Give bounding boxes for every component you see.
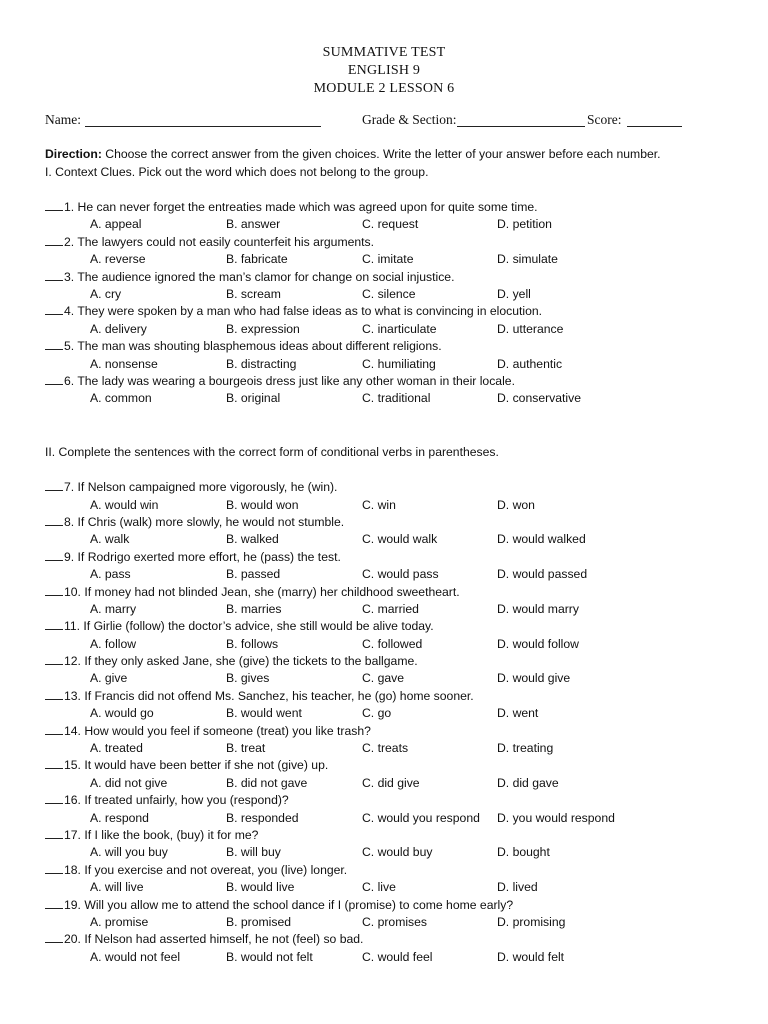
choice-c: C. traditional [362, 391, 431, 406]
choice-c: C. inarticulate [362, 321, 437, 336]
question-text: 10. If money had not blinded Jean, she (marry) her childhood sweetheart. [64, 584, 460, 599]
question-text: 2. The lawyers could not easily counterfeit his arguments. [64, 234, 375, 249]
choice-d: D. treating [497, 741, 554, 756]
choice-c: C. imitate [362, 252, 414, 267]
choice-a: A. common [90, 391, 152, 406]
question-text: 1. He can never forget the entreaties made which was agreed upon for quite some time. [64, 200, 538, 214]
choice-a: A. will live [90, 880, 144, 895]
answer-blank[interactable] [45, 338, 63, 350]
choices-row [45, 844, 735, 861]
question-text: 15. It would have been better if she not (give) up. [64, 758, 329, 773]
choice-a: A. respond [90, 810, 149, 825]
answer-blank[interactable] [45, 792, 63, 804]
name-field-line[interactable] [85, 112, 321, 127]
choice-a: A. would win [90, 497, 159, 512]
question-text: 9. If Rodrigo exerted more effort, he (pass) the test. [64, 549, 341, 564]
part1-questions [45, 199, 735, 408]
choices-row [45, 251, 735, 268]
answer-blank[interactable] [45, 688, 63, 700]
choice-d: D. would follow [497, 636, 579, 651]
choices-row [45, 390, 735, 407]
choice-b: B. would went [226, 706, 302, 721]
question-text: 19. Will you allow me to attend the school dance if I (promise) to come home early? [64, 897, 514, 912]
choice-a: A. appeal [90, 217, 142, 232]
answer-blank[interactable] [45, 584, 63, 596]
choice-c: C. would pass [362, 567, 439, 582]
choice-d: D. would passed [497, 567, 588, 582]
choices-row [45, 286, 735, 303]
question-item [45, 269, 735, 286]
answer-blank[interactable] [45, 373, 63, 385]
question-text: 11. If Girlie (follow) the doctor’s advice, she still would be alive today. [64, 619, 434, 634]
question-item [45, 688, 735, 705]
grade-section-label: Grade & Section: [362, 112, 457, 127]
choice-d: D. lived [497, 880, 538, 895]
choices-row [45, 914, 735, 931]
choices-row [45, 216, 735, 233]
choice-c: C. live [362, 880, 396, 895]
test-header [0, 44, 768, 98]
question-item [45, 479, 735, 496]
module-title: MODULE 2 LESSON 6 [313, 81, 455, 96]
choice-b: B. would not felt [226, 949, 313, 964]
choice-d: D. won [497, 497, 535, 512]
choice-b: B. answer [226, 217, 281, 232]
choices-row [45, 601, 735, 618]
choice-a: A. pass [90, 567, 131, 582]
choices-row [45, 531, 735, 548]
choice-a: A. will you buy [90, 845, 168, 860]
choice-d: D. promising [497, 914, 566, 929]
choice-c: C. treats [362, 741, 409, 756]
choices-row [45, 775, 735, 792]
question-item [45, 618, 735, 635]
choices-row [45, 705, 735, 722]
choice-d: D. you would respond [497, 810, 615, 825]
choice-d: D. bought [497, 845, 550, 860]
choice-d: D. would marry [497, 601, 579, 616]
choice-a: A. promise [90, 914, 149, 929]
choice-a: A. would go [90, 706, 154, 721]
question-item [45, 373, 735, 390]
question-item [45, 653, 735, 670]
answer-blank[interactable] [45, 303, 63, 315]
choice-b: B. marries [226, 601, 282, 616]
choice-c: C. go [362, 706, 392, 721]
question-item [45, 792, 735, 809]
choices-row [45, 636, 735, 653]
choice-b: B. did not gave [226, 775, 308, 790]
answer-blank[interactable] [45, 862, 63, 874]
choice-b: B. follows [226, 636, 279, 651]
choice-a: A. walk [90, 532, 130, 547]
choices-row [45, 810, 735, 827]
question-item [45, 303, 735, 320]
question-text: 14. How would you feel if someone (treat) you like trash? [64, 723, 371, 738]
question-text: 8. If Chris (walk) more slowly, he would not stumble. [64, 514, 345, 529]
answer-blank[interactable] [45, 757, 63, 769]
choice-c: C. would you respond [362, 810, 480, 825]
choice-c: C. gave [362, 671, 405, 686]
choice-c: C. win [362, 497, 396, 512]
answer-blank[interactable] [45, 199, 63, 211]
answer-blank[interactable] [45, 897, 63, 909]
choice-d: D. did gave [497, 775, 559, 790]
choice-a: A. treated [90, 741, 143, 756]
test-title: SUMMATIVE TEST [322, 45, 446, 60]
question-item [45, 199, 735, 216]
choice-b: B. gives [226, 671, 270, 686]
question-text: 17. If I like the book, (buy) it for me? [64, 828, 259, 842]
choice-b: B. will buy [226, 845, 281, 860]
question-item [45, 897, 735, 914]
choice-d: D. went [497, 706, 539, 721]
question-item [45, 338, 735, 355]
choice-a: A. cry [90, 286, 122, 301]
question-item [45, 931, 735, 948]
question-text: 6. The lady was wearing a bourgeois dress just like any other woman in their locale. [64, 373, 515, 388]
answer-blank[interactable] [45, 234, 63, 246]
question-item [45, 549, 735, 566]
answer-blank[interactable] [45, 931, 63, 943]
choice-c: C. would walk [362, 532, 438, 547]
choices-row [45, 356, 735, 373]
question-text: 5. The man was shouting blasphemous ideas about different religions. [64, 339, 442, 354]
choice-a: A. give [90, 671, 128, 686]
choice-d: D. would felt [497, 949, 565, 964]
question-item [45, 862, 735, 879]
choices-row [45, 879, 735, 896]
choice-a: A. marry [90, 601, 137, 616]
answer-blank[interactable] [45, 549, 63, 561]
choice-b: B. scream [226, 286, 281, 301]
choice-d: D. utterance [497, 321, 564, 336]
choice-b: B. would live [226, 880, 295, 895]
question-text: 13. If Francis did not offend Ms. Sanchez, his teacher, he (go) home sooner. [64, 688, 474, 703]
choice-c: C. silence [362, 286, 416, 301]
part1-title: I. Context Clues. Pick out the word which does not belong to the group. [45, 164, 429, 179]
choice-c: C. promises [362, 914, 428, 929]
question-text: 7. If Nelson campaigned more vigorously, he (win). [64, 480, 338, 495]
name-label: Name: [45, 112, 81, 127]
question-item [45, 757, 735, 774]
direction-text: Choose the correct answer from the given choices. Write the letter of your answer before each number. [101, 147, 661, 161]
question-item [45, 723, 735, 740]
question-item [45, 234, 735, 251]
question-item [45, 584, 735, 601]
score-field-line[interactable] [627, 112, 682, 127]
grade-section-field-line[interactable] [457, 112, 585, 127]
choice-b: B. fabricate [226, 252, 288, 267]
choice-d: D. would walked [497, 532, 586, 547]
choice-b: B. passed [226, 567, 281, 582]
choice-a: A. nonsense [90, 356, 158, 371]
answer-blank[interactable] [45, 618, 63, 630]
choice-b: B. would won [226, 497, 299, 512]
question-item [45, 827, 735, 844]
choice-b: B. responded [226, 810, 299, 825]
direction-line [45, 146, 735, 164]
question-text: 18. If you exercise and not overeat, you (live) longer. [64, 862, 348, 877]
choice-b: B. expression [226, 321, 300, 336]
question-text: 20. If Nelson had asserted himself, he not (feel) so bad. [64, 932, 364, 947]
question-text: 16. If treated unfairly, how you (respond)? [64, 793, 289, 808]
score-label: Score: [587, 112, 622, 127]
answer-blank[interactable] [45, 653, 63, 665]
answer-blank[interactable] [45, 269, 63, 281]
choice-a: A. reverse [90, 252, 146, 267]
part2-title: II. Complete the sentences with the correct form of conditional verbs in parentheses. [45, 444, 499, 459]
choice-b: B. original [226, 391, 281, 406]
question-item [45, 514, 735, 531]
choice-c: C. would buy [362, 845, 433, 860]
choice-d: D. conservative [497, 391, 581, 406]
choice-b: B. promised [226, 914, 292, 929]
choices-row [45, 949, 735, 966]
direction-label: Direction: [45, 147, 102, 161]
choice-d: D. authentic [497, 356, 563, 371]
choices-row [45, 566, 735, 583]
choice-c: C. married [362, 601, 419, 616]
choice-b: B. treat [226, 741, 266, 756]
answer-blank[interactable] [45, 514, 63, 526]
part2-questions [45, 479, 735, 966]
choices-row [45, 497, 735, 514]
question-text: 4. They were spoken by a man who had false ideas as to what is convincing in elocution. [64, 304, 543, 319]
choice-d: D. yell [497, 286, 531, 301]
choice-a: A. did not give [90, 775, 168, 790]
choice-b: B. distracting [226, 356, 297, 371]
choice-c: C. humiliating [362, 356, 436, 371]
question-text: 12. If they only asked Jane, she (give) the tickets to the ballgame. [64, 654, 418, 669]
subject-title: ENGLISH 9 [347, 63, 421, 78]
answer-blank[interactable] [45, 723, 63, 735]
choices-row [45, 670, 735, 687]
choices-row [45, 740, 735, 757]
choice-a: A. follow [90, 636, 137, 651]
choice-d: D. petition [497, 217, 552, 232]
test-content [45, 146, 735, 966]
choices-row [45, 321, 735, 338]
choice-d: D. simulate [497, 252, 558, 267]
choice-a: A. would not feel [90, 949, 181, 964]
choice-b: B. walked [226, 532, 279, 547]
choice-c: C. request [362, 217, 419, 232]
choice-c: C. followed [362, 636, 423, 651]
choice-d: D. would give [497, 671, 571, 686]
choice-c: C. would feel [362, 949, 433, 964]
question-text: 3. The audience ignored the man’s clamor for change on social injustice. [64, 269, 455, 284]
choice-a: A. delivery [90, 321, 147, 336]
choice-c: C. did give [362, 775, 420, 790]
answer-blank[interactable] [45, 827, 63, 839]
answer-blank[interactable] [45, 479, 63, 491]
